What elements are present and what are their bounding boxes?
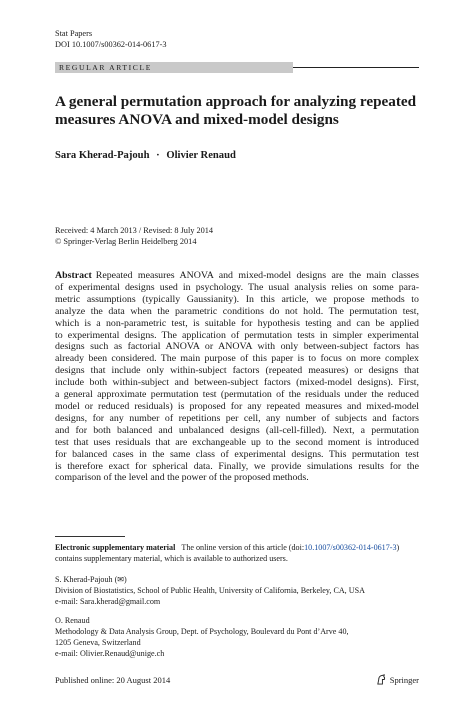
affiliation-2 bbox=[55, 615, 425, 659]
author-separator: · bbox=[156, 150, 160, 161]
abstract-line: already been considered. The main purpose of this paper is to focus on more complex bbox=[55, 353, 419, 365]
article-dates bbox=[55, 225, 213, 247]
journal-name: Stat Papers bbox=[55, 29, 93, 38]
supplementary-note bbox=[55, 542, 425, 564]
footnote-rule bbox=[55, 536, 125, 537]
abstract-line bbox=[55, 270, 419, 282]
abstract-line: test that uses residuals that are exchangeable up to the second moment is introduced bbox=[55, 436, 419, 448]
section-label: REGULAR ARTICLE bbox=[59, 63, 152, 72]
section-band-fill bbox=[55, 62, 293, 73]
copyright: © Springer-Verlag Berlin Heidelberg 2014 bbox=[55, 237, 197, 246]
doi: DOI 10.1007/s00362-014-0617-3 bbox=[55, 40, 167, 49]
abstract-line: include both within-subject and between-subject factors (mixed-model designs). First, bbox=[55, 377, 419, 389]
authors bbox=[55, 150, 236, 161]
abstract-line: designs such as factorial ANOVA or ANOVA with only between-subject factors has bbox=[55, 341, 419, 353]
section-rule bbox=[293, 67, 419, 68]
publisher-name: Springer bbox=[389, 674, 419, 685]
abstract-line: to experimental designs. The application of permutation tests in simpler experimental bbox=[55, 329, 419, 341]
aff1-email[interactable]: e-mail: Sara.kherad@gmail.com bbox=[55, 597, 161, 606]
abstract-line: for balanced cases in the same class of experimental designs. This permutation test bbox=[55, 448, 419, 460]
abstract-line: metric assumptions (typically Gaussianity). In this article, we propose methods to bbox=[55, 293, 419, 305]
abstract-line: designs that include only within-subject factors (repeated measures) or designs that bbox=[55, 365, 419, 377]
esm-label: Electronic supplementary material bbox=[55, 543, 176, 552]
aff1-address: Division of Biostatistics, School of Public Health, University of California, Berkeley, CA, USA bbox=[55, 586, 365, 595]
esm-text: The online version of this article (doi: bbox=[181, 543, 305, 552]
springer-horse-icon bbox=[376, 674, 387, 685]
title-line-1: A general permutation approach for analyzing repeated bbox=[55, 93, 417, 110]
abstract-label: Abstract bbox=[55, 270, 92, 281]
esm-text-close: ) bbox=[396, 543, 400, 552]
abstract-line: a general approximate permutation test (permutation of the residuals under the reduced bbox=[55, 389, 419, 401]
aff2-address-2: 1205 Geneva, Switzerland bbox=[55, 638, 141, 647]
esm-line-2: contains supplementary material, which is available to authorized users. bbox=[55, 554, 288, 563]
abstract-line: designs, for any number of repetitions per cell, any number of subjects and factors bbox=[55, 412, 419, 424]
received-revised: Received: 4 March 2013 / Revised: 8 July 2014 bbox=[55, 226, 214, 235]
aff2-address-1: Methodology & Data Analysis Group, Dept. of Psychology, Boulevard du Pont d’Arve 40, bbox=[55, 627, 349, 636]
abstract-line: and for both balanced and unbalanced designs (all-cell-filled). Next, a permutation bbox=[55, 424, 419, 436]
published-date: Published online: 20 August 2014 bbox=[55, 674, 171, 685]
abstract-line: analyze the data when the parametric conditions do not hold. The permutation test, bbox=[55, 305, 419, 317]
abstract bbox=[55, 270, 419, 484]
abstract-line: model or reduced residuals) is proposed for any repeated measures and mixed-model bbox=[55, 400, 419, 412]
abstract-line: which is a non-parametric test, is suitable for hypothesis testing and can be applied bbox=[55, 317, 419, 329]
abstract-line: of experimental designs used in psychology. The usual analysis relies on some para- bbox=[55, 281, 419, 293]
page-footer bbox=[55, 674, 419, 685]
article-title bbox=[55, 93, 425, 128]
aff2-email[interactable]: e-mail: Olivier.Renaud@unige.ch bbox=[55, 649, 165, 658]
springer-logo bbox=[376, 674, 419, 685]
esm-doi-link[interactable]: 10.1007/s00362-014-0617-3 bbox=[304, 543, 397, 552]
section-band bbox=[55, 62, 419, 73]
author-2: Olivier Renaud bbox=[166, 150, 236, 161]
abstract-line-text: Repeated measures ANOVA and mixed-model designs are the main classes bbox=[95, 270, 419, 281]
aff2-name: O. Renaud bbox=[55, 616, 90, 625]
abstract-line: is therefore exact for spherical data. Finally, we provide simulations results for the bbox=[55, 460, 419, 472]
affiliation-1 bbox=[55, 574, 425, 607]
title-line-2: measures ANOVA and mixed-model designs bbox=[55, 110, 339, 128]
aff1-name: S. Kherad-Pajouh (✉) bbox=[55, 575, 127, 584]
author-1: Sara Kherad-Pajouh bbox=[55, 150, 150, 161]
abstract-line: comparison of the level and the power of the proposed methods. bbox=[55, 472, 309, 484]
